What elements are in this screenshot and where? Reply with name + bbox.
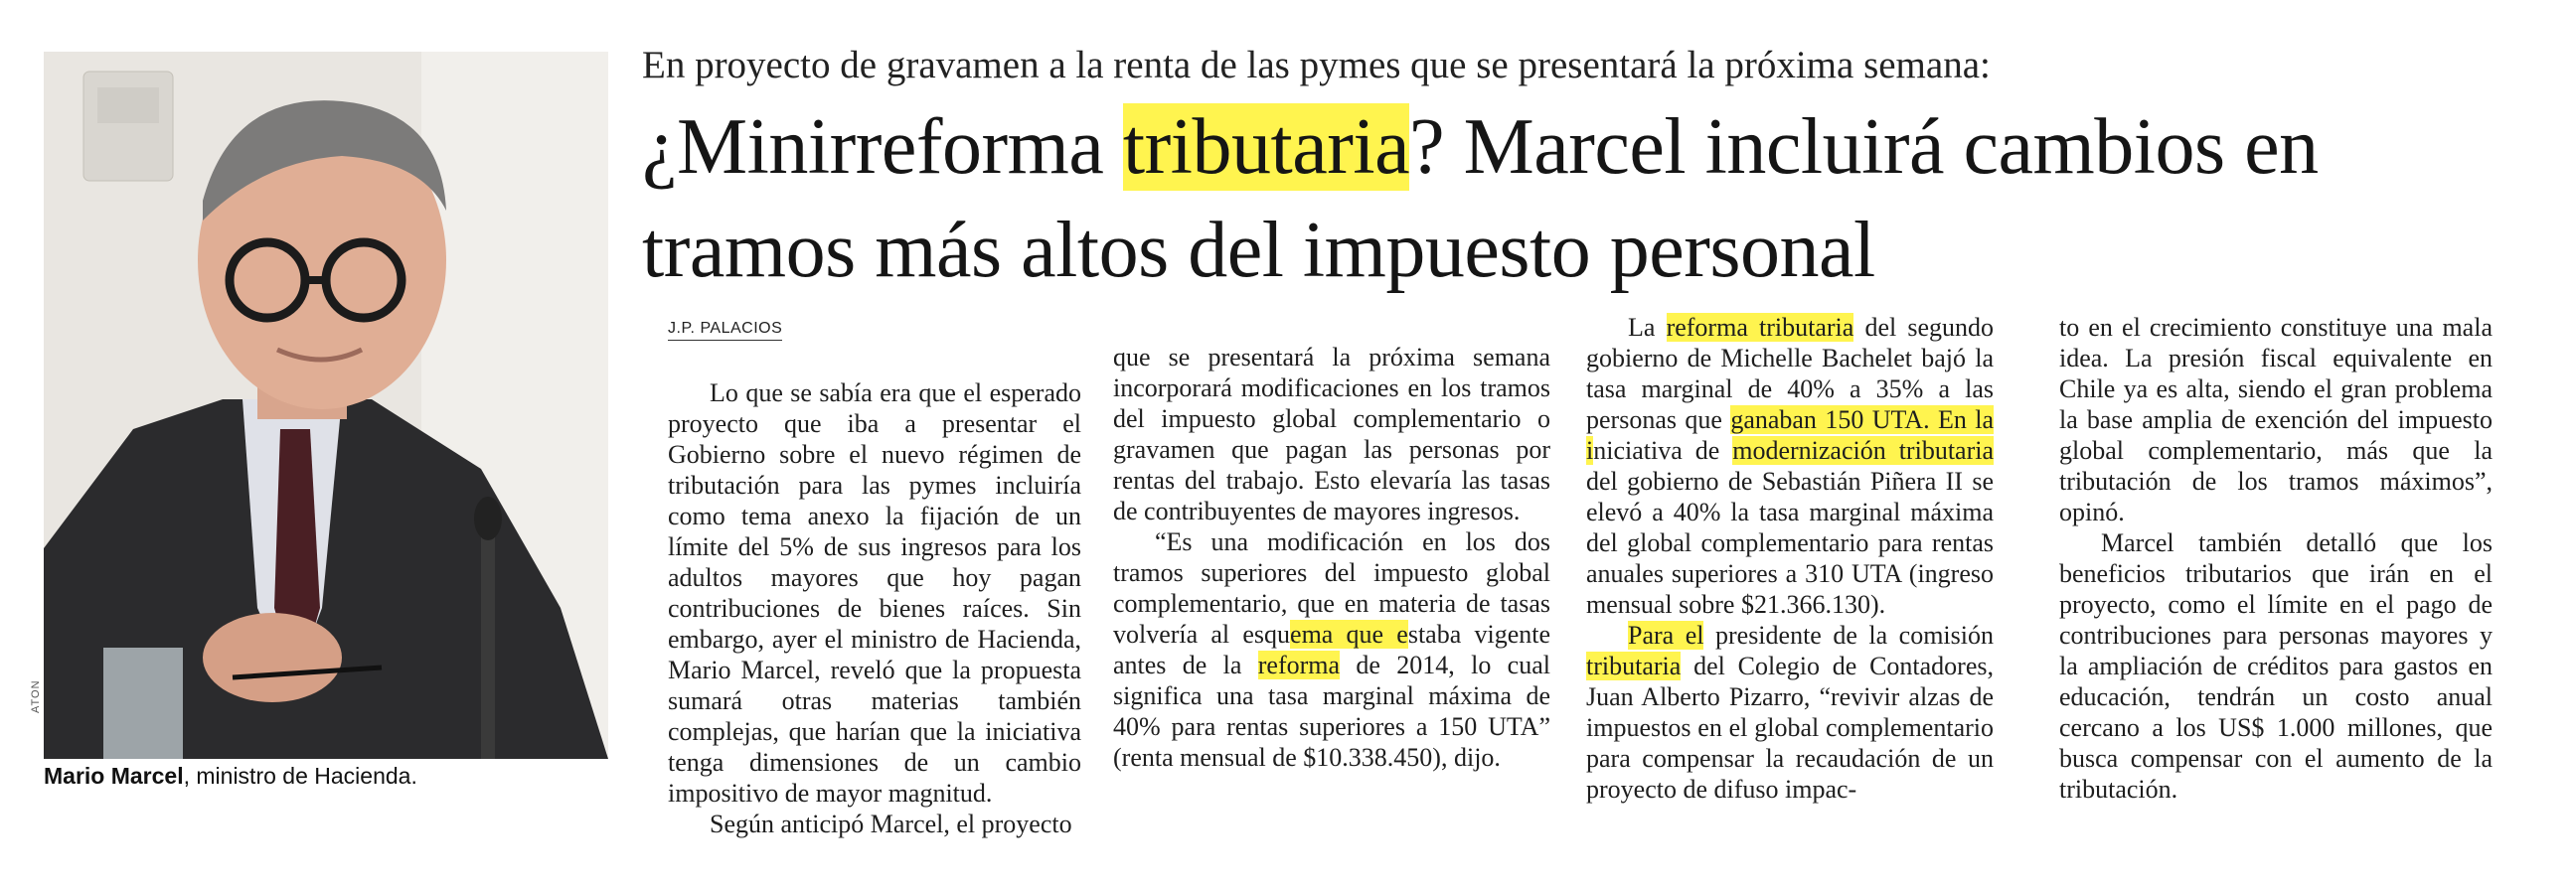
caption-role: , ministro de Hacienda. bbox=[183, 763, 417, 789]
photo-credit: ATON bbox=[30, 679, 42, 713]
text-run: presidente de la comisión bbox=[1703, 621, 1994, 650]
article-column-2 bbox=[1113, 342, 1550, 773]
paragraph: Según anticipó Marcel, el proyecto bbox=[710, 810, 1072, 838]
text-run: La bbox=[1628, 313, 1667, 342]
paragraph bbox=[1586, 312, 1994, 620]
photo-caption bbox=[44, 763, 417, 790]
headline-part: ? Marcel incluirá cambios en tramos más altos del impuesto personal bbox=[642, 103, 2319, 294]
highlighted-text: ganaban 150 UTA. En la i bbox=[1586, 405, 1995, 465]
highlighted-text: tributaria bbox=[1122, 103, 1410, 191]
text-run: del Colegio de Contadores, Juan Alberto Pizarro, “revivir alzas de impuestos en el global complementario para compensar la recaudación de un proyecto de difuso impac- bbox=[1586, 652, 1994, 804]
highlighted-text: tributaria bbox=[1586, 652, 1682, 680]
caption-name: Mario Marcel bbox=[44, 763, 184, 789]
article-column-3 bbox=[1586, 312, 1994, 805]
highlighted-text: modernización tributaria bbox=[1732, 436, 1995, 465]
text-run: de 2014, lo cual significa una tasa marginal máxima de 40% para rentas superiores a 150 UTA” (renta mensual de $10.338.450), dijo. bbox=[1113, 651, 1550, 772]
portrait-illustration bbox=[44, 52, 608, 759]
text-run: niciativa de bbox=[1593, 436, 1733, 465]
portrait-photo bbox=[44, 52, 608, 759]
highlighted-text: reforma tributaria bbox=[1666, 313, 1854, 342]
article-column-4 bbox=[2059, 312, 2493, 805]
byline: J.P. PALACIOS bbox=[668, 320, 782, 341]
text-run: del gobierno de Sebastián Piñera II se elevó a 40% la tasa marginal máxima del global complementario para rentas anuales superiores a 310 UTA (ingreso mensual sobre $21.366.130). bbox=[1586, 467, 1994, 619]
paragraph bbox=[1113, 526, 1550, 773]
paragraph bbox=[1586, 620, 1994, 805]
article-column-1 bbox=[668, 377, 1081, 839]
paragraph: Lo que se sabía era que el esperado proyecto que iba a presentar el Gobierno sobre el nuevo régimen de tributación para las pymes incluiría como tema anexo la fijación de un límite del 5% de sus ingresos para los adultos mayores que hoy pagan contribuciones de bienes raíces. Sin embargo, ayer el ministro de Hacienda, Mario Marcel, reveló que la propuesta sumará otras materias también complejas, que harían que la iniciativa tenga dimensiones de un cambio impositivo de mayor magnitud. bbox=[668, 378, 1081, 808]
paragraph: Marcel también detalló que los beneficios tributarios que irán en el proyecto, como el límite en el pago de contribuciones para personas mayores y la ampliación de créditos para gastos en educación, tendrán un costo anual cercano a los US$ 1.000 millones, que busca compensar con el aumento de la tributación. bbox=[2059, 528, 2493, 804]
paragraph: que se presentará la próxima semana incorporará modificaciones en los tramos del impuesto global complementario o gravamen que pagan las personas por rentas del trabajo. Esto elevaría las tasas de contribuyentes de mayores ingresos. bbox=[1113, 343, 1550, 525]
highlighted-text: ema que e bbox=[1290, 620, 1408, 649]
article-kicker: En proyecto de gravamen a la renta de las pymes que se presentará la próxima semana: bbox=[642, 44, 1991, 86]
text-run: del segundo gobierno de Michelle Bachelet bajó la tasa marginal de 40% a 35% a las personas que bbox=[1586, 313, 1995, 434]
headline-part: ¿Minirreforma bbox=[642, 103, 1123, 191]
article-headline bbox=[642, 95, 2510, 302]
highlighted-text: reforma bbox=[1257, 651, 1341, 679]
text-run: “Es una modificación en los dos tramos superiores del impuesto global complementario, que en materia de tasas volvería al esqu bbox=[1113, 527, 1550, 649]
paragraph: to en el crecimiento constituye una mala idea. La presión fiscal equivalente en Chile ya es alta, siendo el gran problema la base amplia de exención del impuesto global complementario, más que la tributación de los tramos máximos”, opinó. bbox=[2059, 313, 2493, 526]
highlighted-text: Para el bbox=[1628, 621, 1704, 650]
text-run: staba vigente antes de la bbox=[1113, 620, 1551, 679]
